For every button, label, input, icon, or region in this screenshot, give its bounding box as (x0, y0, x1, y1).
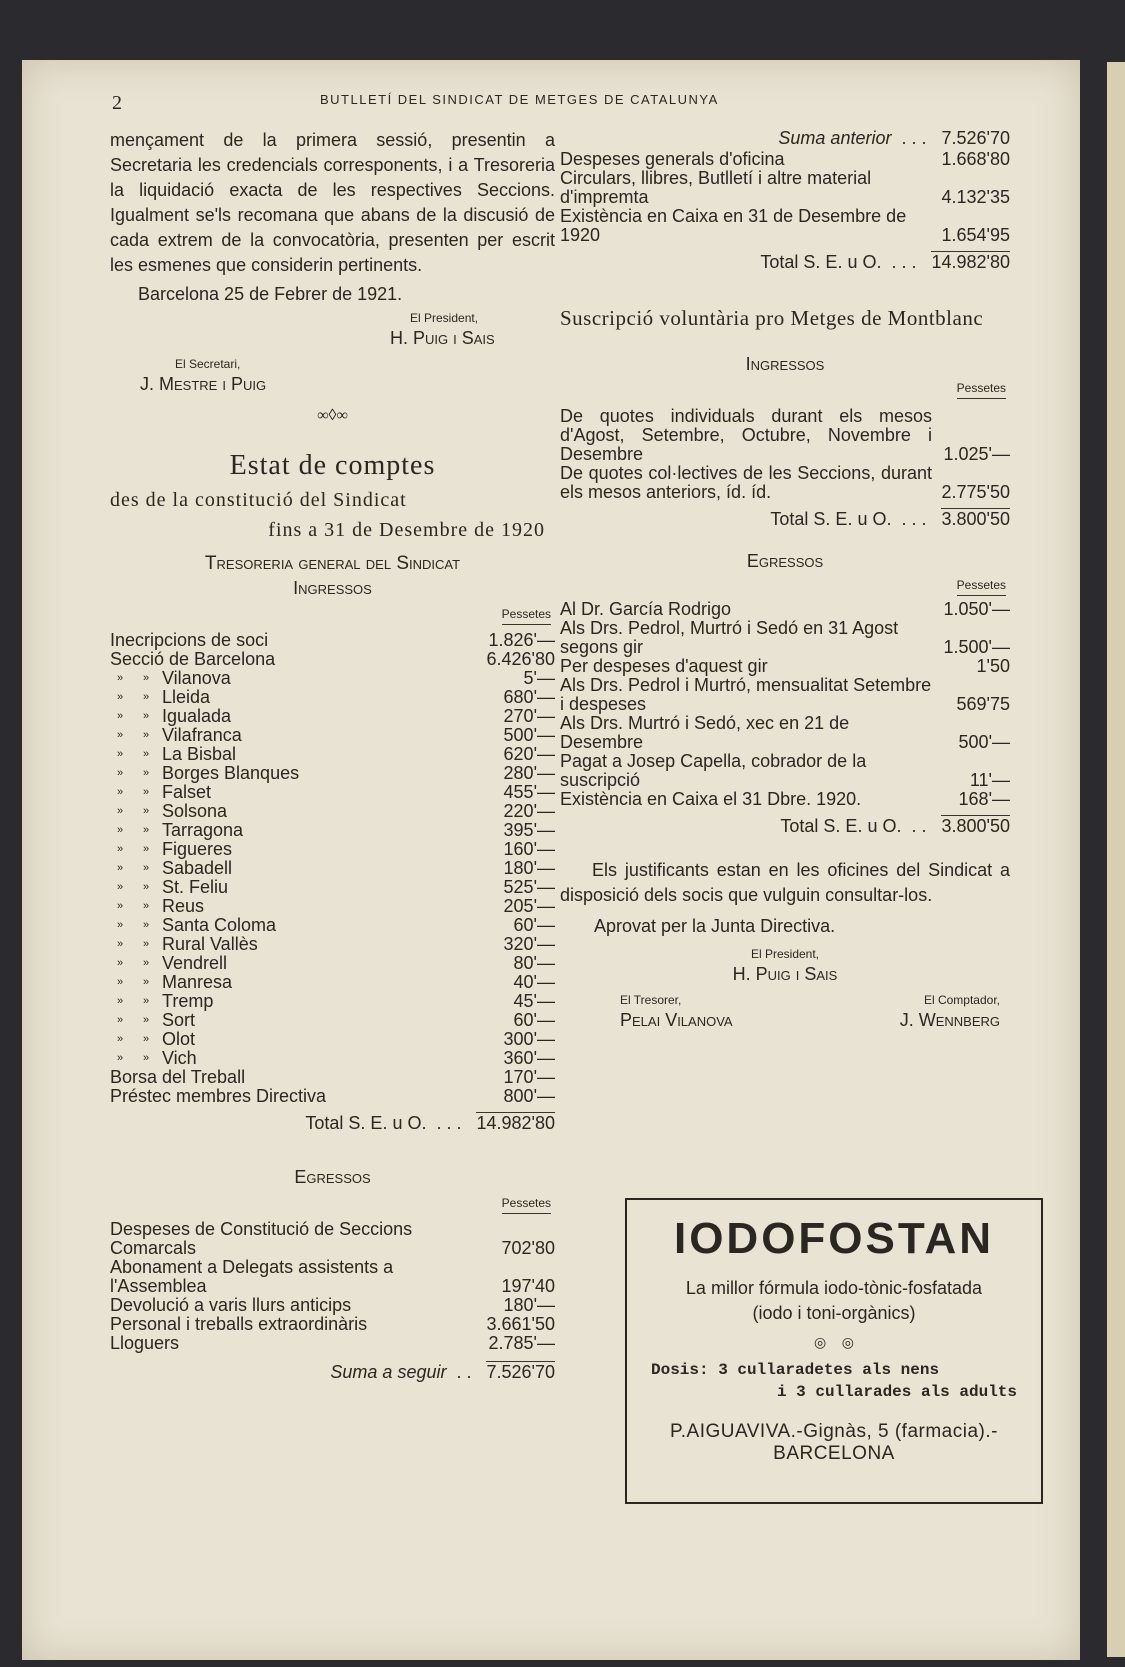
right-items (560, 150, 1010, 245)
justificants-note: Els justificants estan en les oficines del Sindicat a disposició dels socis que vulguin consultar-los. (560, 860, 1010, 905)
list-item: » » Figueres 160'— (116, 839, 555, 859)
ad-address: P.AIGUAVIVA.-Gignàs, 5 (farmacia).-BARCELONA (670, 1421, 998, 1464)
list-item: » » St. Feliu 525'— (116, 877, 555, 897)
ingressos-total-row: Total S. E. u O. . . . 14.982'80 (305, 1113, 555, 1133)
ad-dosis-2: i 3 cullarades als adults (776, 1383, 1017, 1401)
suma-anterior-label: Suma anterior (778, 128, 892, 148)
montblanc-ingressos-total: Total S. E. u O. . . . 3.800'50 (770, 509, 1010, 529)
list-item: Als Drs. Pedrol, Murtró i Sedó en 31 Agost segons gir 1.500'— (560, 619, 1010, 657)
comptroller-label: El Comptador, (923, 993, 1000, 1007)
approved-line: Aprovat per la Junta Directiva. (594, 916, 836, 936)
list-item: Pagat a Josep Capella, cobrador de la suscripció 11'— (560, 752, 1010, 790)
list-item: Per despeses d'aquest gir 1'50 (560, 656, 1010, 676)
list-item: » » Tarragona 395'— (116, 820, 555, 840)
list-item: » » Vendrell 80'— (116, 953, 555, 973)
list-item: Circulars, llibres, Butlletí i altre material d'impremta 4.132'35 (560, 169, 1010, 207)
list-item: » » Olot 300'— (116, 1029, 555, 1049)
total-label: Total S. E. u O. (760, 252, 882, 272)
currency-label: Pessetes (957, 575, 1006, 596)
montblanc-ingressos-heading: Ingressos (745, 354, 825, 374)
list-item: Borsa del Treball 170'— (110, 1067, 555, 1087)
secretary-label: El Secretari, (175, 357, 241, 371)
iodofostan-advertisement (625, 1198, 1043, 1504)
list-item: » » Rural Vallès 320'— (116, 934, 555, 954)
treasurer-name: Pelai Vilanova (620, 1010, 733, 1030)
left-column (110, 128, 555, 1382)
place-date: Barcelona 25 de Febrer de 1921. (138, 284, 403, 304)
suma-seguir-label: Suma a seguir (330, 1362, 447, 1382)
list-item: Devolució a varis llurs anticips 180'— (110, 1295, 555, 1315)
ornament-icon: ◎ ◎ (814, 1334, 854, 1350)
treasurer-label: El Tresorer, (620, 993, 682, 1007)
list-item: » » Lleida 680'— (116, 687, 555, 707)
total-label: Total S. E. u O. (770, 509, 892, 529)
estat-subtitle-2: fins a 31 de Desembre de 1920 (268, 519, 545, 541)
list-item: » » Vilanova 5'— (116, 668, 555, 688)
estat-title: Estat de comptes (229, 450, 436, 481)
list-item: Als Drs. Murtró i Sedó, xec en 21 de Desembre 500'— (560, 714, 1010, 752)
montblanc-president-label: El President, (750, 947, 820, 961)
list-item: Als Drs. Pedrol i Murtró, mensualitat Setembre i despeses 569'75 (560, 676, 1010, 714)
list-item: » » Igualada 270'— (116, 706, 555, 726)
list-item: Personal i treballs extraordinàris 3.661'50 (110, 1314, 555, 1334)
right-column (560, 128, 1010, 1030)
list-item: » » La Bisbal 620'— (116, 744, 555, 764)
list-item: Despeses de Constitució de Seccions Comarcals 702'80 (110, 1220, 555, 1258)
total-value: 14.982'80 (476, 1113, 555, 1133)
ad-line-2: (iodo i toni-orgànics) (752, 1303, 916, 1323)
list-item: De quotes individuals durant els mesos d'Agost, Setembre, Octubre, Novembre i Desembre 1.025'— (560, 407, 1010, 464)
list-item: Existència en Caixa el 31 Dbre. 1920. 168'— (560, 789, 1010, 809)
suma-anterior-row: Suma anterior . . . 7.526'70 (778, 128, 1010, 148)
ad-dosis-1: Dosis: 3 cullaradetes als nens (651, 1361, 940, 1379)
currency-label: Pessetes (502, 1193, 551, 1214)
total-value: 3.800'50 (941, 509, 1010, 529)
list-item: » » Vilafranca 500'— (116, 725, 555, 745)
secretary-name: J. Mestre i Puig (140, 374, 267, 394)
president-label: El President, (410, 311, 479, 325)
list-item: Abonament a Delegats assistents a l'Assemblea 197'40 (110, 1258, 555, 1296)
currency-label: Pessetes (957, 378, 1006, 399)
montblanc-egressos-heading: Egressos (746, 551, 824, 571)
suma-anterior-value: 7.526'70 (941, 128, 1010, 148)
list-item: » » Tremp 45'— (116, 991, 555, 1011)
list-item: » » Santa Coloma 60'— (116, 915, 555, 935)
montblanc-title: Suscripció voluntària pro Metges de Montblanc (560, 306, 984, 330)
list-item: Existència en Caixa en 31 de Desembre de 1920 1.654'95 (560, 207, 1010, 245)
list-item: » » Reus 205'— (116, 896, 555, 916)
montblanc-ingressos (560, 407, 1010, 502)
ornament: ∞◊∞ (317, 407, 348, 424)
page-edge (1107, 62, 1125, 1657)
egressos-heading: Egressos (294, 1167, 371, 1187)
ingressos-heading: Ingressos (293, 578, 372, 598)
list-item: » » Vich 360'— (116, 1048, 555, 1068)
list-item: Inecripcions de soci 1.826'— (110, 630, 555, 650)
running-header: BUTLLETÍ DEL SINDICAT DE METGES DE CATALUNYA (320, 92, 719, 107)
list-item: Lloguers 2.785'— (110, 1333, 555, 1353)
list-item: Despeses generals d'oficina 1.668'80 (560, 149, 1010, 169)
list-item: Secció de Barcelona 6.426'80 (110, 649, 555, 669)
list-item: » » Sabadell 180'— (116, 858, 555, 878)
suma-seguir-row: Suma a seguir . . 7.526'70 (330, 1362, 555, 1382)
page-number: 2 (112, 92, 122, 114)
total-value: 14.982'80 (931, 252, 1010, 272)
list-item: De quotes col·lectives de les Seccions, durant els mesos anteriors, íd. íd. 2.775'50 (560, 464, 1010, 502)
list-item: Al Dr. García Rodrigo 1.050'— (560, 599, 1010, 619)
montblanc-egressos-total: Total S. E. u O. . . 3.800'50 (780, 816, 1010, 836)
list-item: » » Solsona 220'— (116, 801, 555, 821)
list-item: Préstec membres Directiva 800'— (110, 1086, 555, 1106)
intro-paragraph: mençament de la primera sessió, presentin a Secretaria les credencials corresponents, i a Tresoreria la liquidació exacta de les respectives Seccions. Igualment se'ls recomana que abans de la discusió de cada extrem de la convocatòria, presenten per escrit les esmenes que considerin pertinents. (110, 130, 555, 275)
total-value: 3.800'50 (941, 816, 1010, 836)
list-item: » » Manresa 40'— (116, 972, 555, 992)
comptroller-name: J. Wennberg (899, 1010, 1000, 1030)
right-total-row: Total S. E. u O. . . . 14.982'80 (760, 252, 1010, 272)
montblanc-egressos (560, 600, 1010, 809)
list-item: » » Sort 60'— (116, 1010, 555, 1030)
estat-subtitle-1: des de la constitució del Sindicat (110, 489, 407, 511)
list-item: » » Falset 455'— (116, 782, 555, 802)
president-name: H. Puig i Sais (390, 328, 495, 348)
ad-line-1: La millor fórmula iodo-tònic-fosfatada (685, 1278, 983, 1298)
treasury-heading: Tresoreria general del Sindicat (204, 553, 461, 574)
total-label: Total S. E. u O. (305, 1113, 427, 1133)
ad-title: IODOFOSTAN (673, 1214, 995, 1263)
suma-seguir-value: 7.526'70 (486, 1362, 555, 1382)
currency-label: Pessetes (502, 604, 551, 625)
list-item: » » Borges Blanques 280'— (116, 763, 555, 783)
signatures (560, 990, 1010, 1030)
ingressos-list (110, 631, 555, 1106)
total-label: Total S. E. u O. (780, 816, 902, 836)
egressos-list (110, 1220, 555, 1353)
montblanc-president-name: H. Puig i Sais (732, 964, 838, 984)
